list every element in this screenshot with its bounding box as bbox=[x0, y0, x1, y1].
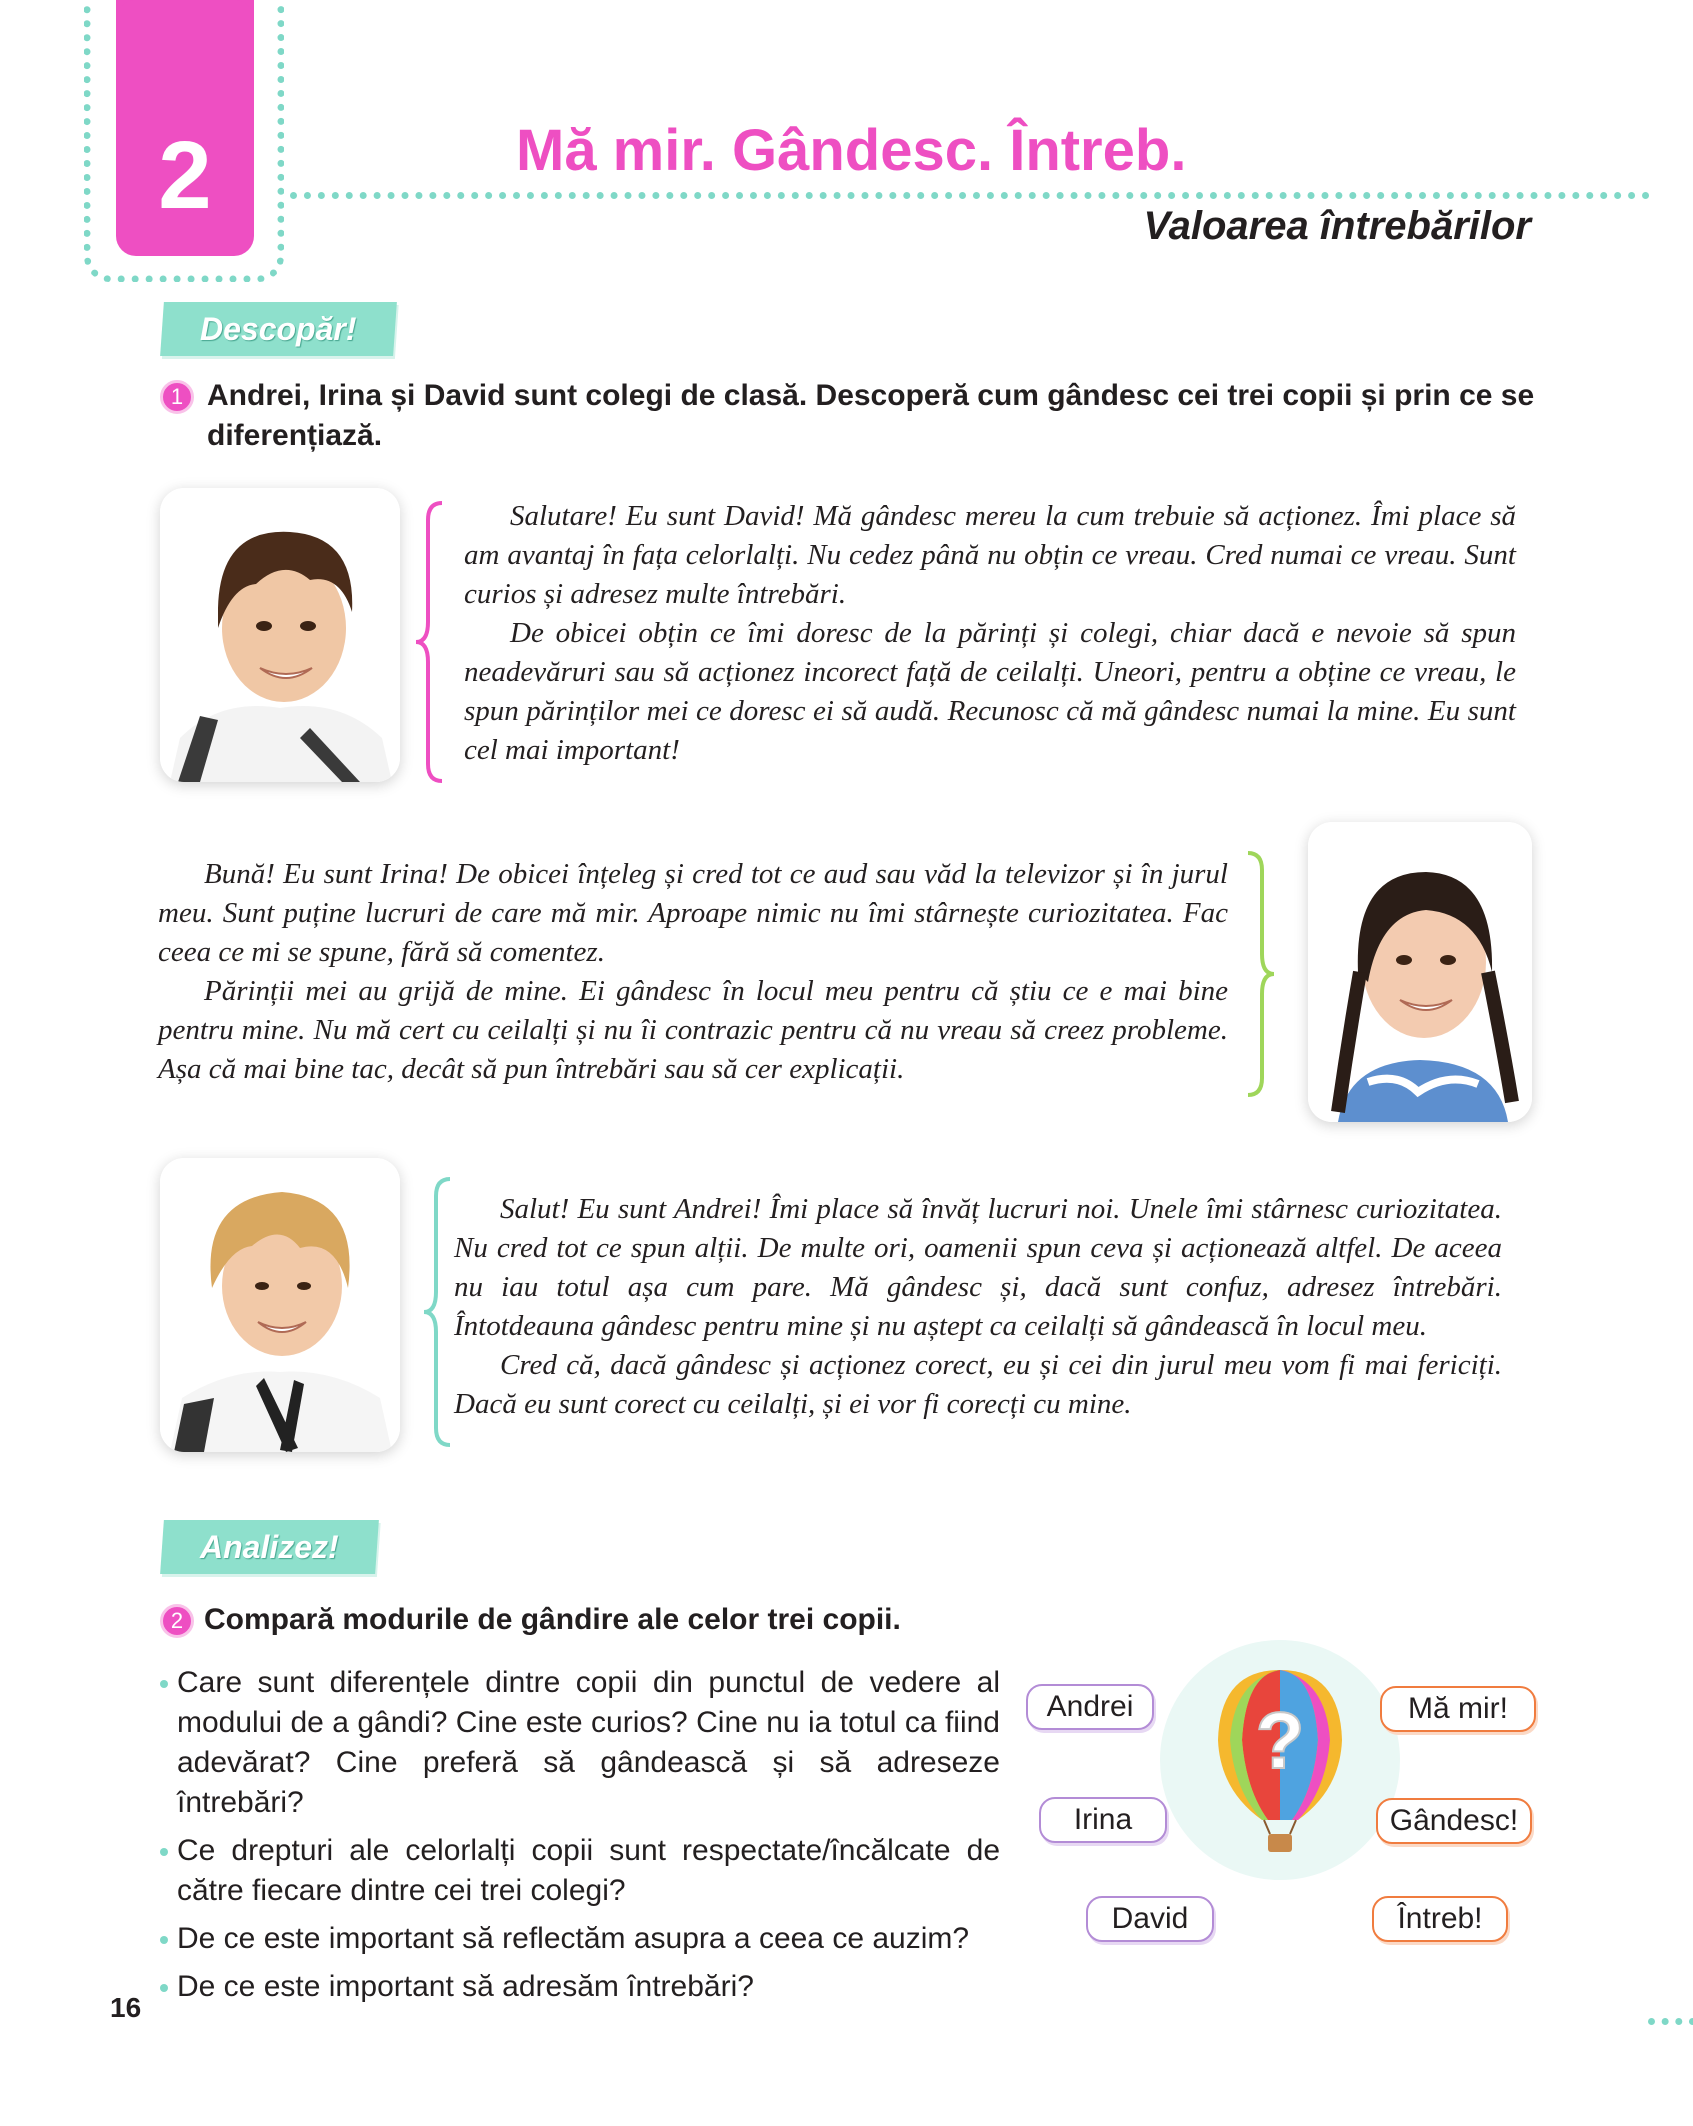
andrei-paragraph-1: Salut! Eu sunt Andrei! Îmi place să învăț lucruri noi. Unele îmi stârnesc curiozitatea. Nu cred tot ce spun alții. De multe ori, oamenii spun ceva și acționează altfel. De aceea nu iau totul așa cum pare. Mă gândesc și, dacă sunt confuz, adresez întrebări. Întotdeauna gândesc pentru mine și nu aștept ca ceilalți să gândească în locul meu. bbox=[454, 1193, 1502, 1342]
andrei-photo bbox=[160, 1158, 400, 1452]
balloon-illustration bbox=[1150, 1640, 1410, 1900]
task-number-badge: 1 bbox=[160, 380, 194, 414]
chapter-title: Mă mir. Gândesc. Întreb. bbox=[516, 118, 1187, 183]
page-number: 16 bbox=[110, 1992, 142, 2023]
task-1-line-2: diferențiază. bbox=[207, 419, 383, 452]
name-pill-irina: Irina bbox=[1039, 1797, 1167, 1843]
section-tag-discover bbox=[160, 302, 396, 356]
david-quote bbox=[464, 497, 1516, 770]
question-item: De ce este important să reflectăm asupra a ceea ce auzim? bbox=[160, 1919, 1000, 1959]
task-1-text bbox=[207, 376, 1547, 456]
section-tag-label: Analizez! bbox=[200, 1529, 339, 1565]
andrei-paragraph-2: Cred că, dacă gândesc și acționez corect, eu și cei din jurul meu vom fi mai fericiți. Dacă eu sunt corect cu ceilalți, și ei vor fi corecți cu mine. bbox=[454, 1349, 1502, 1420]
name-pill-david: David bbox=[1086, 1896, 1214, 1942]
chapter-subtitle: Valoarea întrebărilor bbox=[1143, 204, 1531, 248]
irina-paragraph-1: Bună! Eu sunt Irina! De obicei înțeleg și cred tot ce aud sau văd la televizor și în jurul meu. Sunt puține lucruri de care mă mir. Aproape nimic nu îmi stârnește curiozitatea. Fac ceea ce mi se spune, fără să comentez. bbox=[158, 858, 1228, 968]
andrei-quote bbox=[454, 1190, 1502, 1424]
corner-dotted-line bbox=[1648, 2018, 1693, 2025]
question-list bbox=[160, 1663, 1000, 2015]
david-photo bbox=[160, 488, 400, 782]
david-paragraph-1: Salutare! Eu sunt David! Mă gândesc mereu la cum trebuie să acționez. Îmi place să am avantaj în fața celorlalți. Nu cedez până nu obțin ce vreau. Cred numai ce vreau. Sunt curios și adresez multe întrebări. bbox=[464, 500, 1516, 610]
david-brace bbox=[412, 500, 446, 784]
girl-portrait-image bbox=[1308, 822, 1532, 1122]
action-pill-wonder: Mă mir! bbox=[1380, 1686, 1536, 1732]
question-item: Care sunt diferențele dintre copii din punctul de vedere al modului de a gândi? Cine este curios? Cine nu ia totul ca fiind adevărat? Cine preferă să gândească și să adreseze întrebări? bbox=[160, 1663, 1000, 1823]
irina-paragraph-2: Părinții mei au grijă de mine. Ei gândesc în locul meu pentru că știu ce e mai bine pentru mine. Nu mă cert cu ceilalți și nu îi contrazic pentru că nu vreau să creez probleme. Așa că mai bine tac, decât să pun întrebări sau să cer explicații. bbox=[158, 975, 1228, 1085]
irina-brace bbox=[1244, 850, 1278, 1098]
action-pill-ask: Întreb! bbox=[1372, 1896, 1508, 1942]
boy-portrait-image bbox=[160, 488, 400, 782]
balloon-question-mark: ? bbox=[1255, 1696, 1305, 1785]
task-1-line-1: Andrei, Irina și David sunt colegi de clasă. Descoperă cum gândesc cei trei copii și prin ce se bbox=[207, 379, 1535, 412]
andrei-brace bbox=[420, 1176, 454, 1448]
name-pill-andrei: Andrei bbox=[1026, 1684, 1154, 1730]
header-dotted-line bbox=[290, 192, 1650, 199]
irina-quote bbox=[158, 855, 1228, 1089]
action-pill-think: Gândesc! bbox=[1376, 1798, 1532, 1844]
question-item: Ce drepturi ale celorlalți copii sunt respectate/încălcate de către fiecare dintre cei trei colegi? bbox=[160, 1831, 1000, 1911]
david-paragraph-2: De obicei obțin ce îmi doresc de la părinți și colegi, chiar dacă e nevoie să spun neadevăruri sau să acționez incorect față de ceilalți. Uneori, pentru a obține ce vreau, le spun părinților mei ce doresc ei să audă. Recunosc că mă gândesc numai la mine. Eu sunt cel mai important! bbox=[464, 617, 1516, 766]
irina-photo bbox=[1308, 822, 1532, 1122]
chapter-number: 2 bbox=[158, 122, 212, 229]
section-tag-label: Descopăr! bbox=[200, 311, 357, 347]
blond-boy-portrait-image bbox=[160, 1158, 400, 1452]
task-number-badge: 2 bbox=[160, 1604, 194, 1638]
task-2-text: Compară modurile de gândire ale celor trei copii. bbox=[204, 1603, 901, 1636]
question-item: De ce este important să adresăm întrebări? bbox=[160, 1967, 1000, 2007]
section-tag-analyze bbox=[160, 1520, 378, 1574]
